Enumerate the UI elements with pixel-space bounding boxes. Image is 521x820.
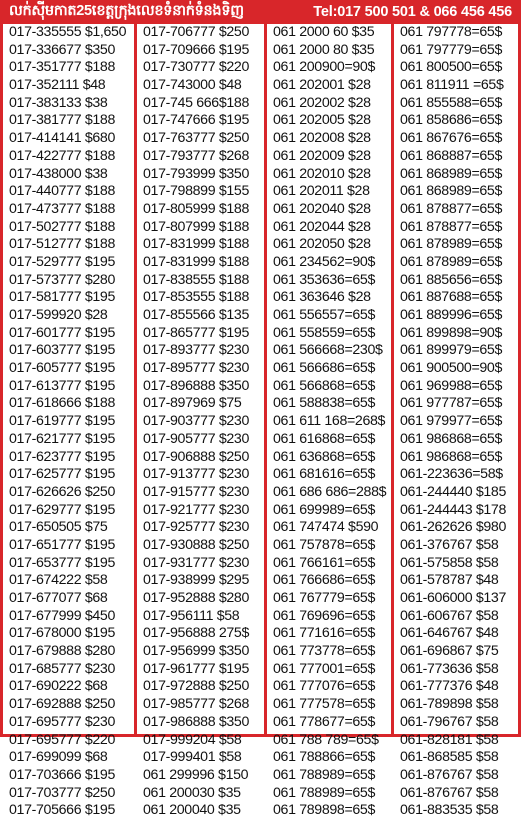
phone-number-entry: 061 811911 =65$: [400, 77, 504, 94]
phone-number-entry: 061 900500=90$: [400, 360, 503, 377]
phone-number-entry: 017-895777 $230: [143, 360, 249, 377]
phone-number-entry: 017-703666 $195: [9, 766, 115, 783]
phone-number-entry: 061 234562=90$: [273, 253, 376, 270]
phone-number-entry: 017-601777 $195: [9, 324, 115, 341]
phone-number-entry: 017-897969 $75: [143, 395, 242, 412]
phone-number-entry: 061-578787 $48: [400, 572, 499, 589]
header-phone-numbers: Tel:017 500 501 & 066 456 456: [313, 4, 512, 20]
phone-number-entry: 061 977787=65$: [400, 395, 503, 412]
phone-number-entry: 061 681616=65$: [273, 466, 376, 483]
phone-number-entry: 061 202005 $28: [273, 112, 371, 129]
phone-number-entry: 017-747666 $195: [143, 112, 249, 129]
phone-number-entry: 017-865777 $195: [143, 324, 249, 341]
phone-number-entry: 061 777076=65$: [273, 678, 376, 695]
phone-number-entry: 061-789898 $58: [400, 696, 499, 713]
phone-number-entry: 061 789898=65$: [273, 802, 376, 819]
phone-number-entry: 017-831999 $188: [143, 253, 249, 270]
phone-number-entry: 061-606767 $58: [400, 607, 499, 624]
phone-number-entry: 017-798899 $155: [143, 183, 249, 200]
phone-number-entry: 017-931777 $230: [143, 554, 249, 571]
phone-number-entry: 061 800500=65$: [400, 59, 503, 76]
phone-number-entry: 017-473777 $188: [9, 200, 115, 217]
phone-number-entry: 061 558559=65$: [273, 324, 376, 341]
phone-number-entry: 017-440777 $188: [9, 183, 115, 200]
phone-number-entry: 017-690222 $68: [9, 678, 108, 695]
phone-number-entry: 061 566686=65$: [273, 360, 376, 377]
phone-number-entry: 017-695777 $230: [9, 713, 115, 730]
phone-number-entry: 061 778677=65$: [273, 713, 376, 730]
phone-number-entry: 061 867676=65$: [400, 130, 503, 147]
phone-number-entry: 017-913777 $230: [143, 466, 249, 483]
phone-number-entry: 061 2000 60 $35: [273, 24, 375, 40]
phone-number-entry: 017-793999 $350: [143, 165, 249, 182]
phone-number-entry: 061 202040 $28: [273, 200, 371, 217]
phone-number-entry: 017-956999 $350: [143, 643, 249, 660]
phone-number-entry: 017-651777 $195: [9, 536, 115, 553]
phone-number-entry: 017-896888 $350: [143, 377, 249, 394]
phone-number-entry: 017-625777 $195: [9, 466, 115, 483]
phone-number-entry: 017-831999 $188: [143, 236, 249, 253]
phone-number-entry: 061 202044 $28: [273, 218, 371, 235]
phone-number-entry: 061 899979=65$: [400, 342, 503, 359]
phone-number-entry: 017-653777 $195: [9, 554, 115, 571]
phone-number-entry: 061 878989=65$: [400, 253, 503, 270]
phone-number-entry: 017-705666 $195: [9, 802, 115, 819]
phone-number-entry: 017-763777 $250: [143, 130, 249, 147]
phone-number-entry: 017-985777 $268: [143, 696, 249, 713]
phone-number-entry: 061 887688=65$: [400, 289, 503, 306]
phone-number-entry: 017-685777 $230: [9, 660, 115, 677]
phone-number-entry: 061 588838=65$: [273, 395, 376, 412]
phone-number-entry: 017-915777 $230: [143, 483, 249, 500]
phone-number-entry: 061 766161=65$: [273, 554, 376, 571]
phone-number-entry: 061 868989=65$: [400, 183, 503, 200]
phone-number-entry: 061-575858 $58: [400, 554, 499, 571]
phone-number-entry: 017-999401 $58: [143, 749, 242, 766]
phone-number-entry: 017-906888 $250: [143, 448, 249, 465]
phone-number-entry: 017-512777 $188: [9, 236, 115, 253]
phone-number-entry: 017-793777 $268: [143, 147, 249, 164]
phone-number-entry: 017-807999 $188: [143, 218, 249, 235]
phone-number-entry: 017-674222 $58: [9, 572, 108, 589]
phone-number-entry: 061 202001 $28: [273, 77, 371, 94]
phone-number-entry: 017-961777 $195: [143, 660, 249, 677]
phone-number-entry: 061 986868=65$: [400, 430, 503, 447]
phone-number-entry: 061 788866=65$: [273, 749, 376, 766]
number-column-4: [394, 24, 518, 819]
phone-number-entry: 017-893777 $230: [143, 342, 249, 359]
phone-number-entry: 017-972888 $250: [143, 678, 249, 695]
phone-number-entry: 017-986888 $350: [143, 713, 249, 730]
phone-number-entry: 017-502777 $188: [9, 218, 115, 235]
phone-number-entry: 017-905777 $230: [143, 430, 249, 447]
phone-number-entry: 017-855566 $135: [143, 307, 249, 323]
phone-number-entry: 061 986868=65$: [400, 448, 503, 465]
phone-number-entry: 017-695777 $220: [9, 731, 115, 748]
phone-number-entry: 017-619777 $195: [9, 413, 115, 430]
phone-number-entry: 017-709666 $195: [143, 41, 249, 58]
phone-number-entry: 061-646767 $48: [400, 625, 499, 642]
phone-number-entry: 061-376767 $58: [400, 536, 499, 553]
phone-number-entry: 061 2000 80 $35: [273, 41, 375, 58]
phone-number-entry: 061-773636 $58: [400, 660, 499, 677]
phone-number-entry: 017-805999 $188: [143, 200, 249, 217]
header-banner: [3, 0, 518, 24]
phone-number-entry: 061 566868=65$: [273, 377, 376, 394]
phone-number-entry: 061 299996 $150: [143, 766, 249, 783]
phone-number-entry: 061-244443 $178: [400, 501, 506, 518]
phone-number-entry: 061 757878=65$: [273, 536, 376, 553]
phone-number-entry: 017-335555 $1,650: [9, 24, 127, 40]
number-column-1: [3, 24, 134, 819]
phone-number-entry: 017-999204 $58: [143, 731, 242, 748]
phone-number-entry: 017-605777 $195: [9, 360, 115, 377]
phone-number-entry: 061 200900=90$: [273, 59, 376, 76]
phone-number-entry: 017-938999 $295: [143, 572, 249, 589]
phone-number-entry: 017-745 666$188: [143, 94, 249, 111]
phone-number-entry: 061 699989=65$: [273, 501, 376, 518]
phone-number-entry: 017-925777 $230: [143, 519, 249, 536]
phone-number-entry: 017-703777 $250: [9, 784, 115, 801]
phone-number-entry: 061-223636=58$: [400, 466, 503, 483]
phone-number-entry: 017-621777 $195: [9, 430, 115, 447]
phone-number-entry: 061 885656=65$: [400, 271, 503, 288]
phone-number-entry: 061 353636=65$: [273, 271, 376, 288]
phone-number-entry: 017-599920 $28: [9, 307, 108, 323]
phone-number-entry: 061 979977=65$: [400, 413, 503, 430]
phone-number-entry: 061 868989=65$: [400, 165, 503, 182]
phone-number-entry: 061 788989=65$: [273, 766, 376, 783]
phone-number-entry: 061-828181 $58: [400, 731, 499, 748]
phone-number-entry: 017-692888 $250: [9, 696, 115, 713]
phone-number-entry: 061 747474 $590: [273, 519, 379, 536]
phone-number-entry: 061 616868=65$: [273, 430, 376, 447]
phone-number-entry: 061 899898=90$: [400, 324, 503, 341]
phone-number-entry: 061-777376 $48: [400, 678, 499, 695]
phone-number-entry: 061-868585 $58: [400, 749, 499, 766]
phone-number-entry: 017-351777 $188: [9, 59, 115, 76]
phone-number-entry: 061-876767 $58: [400, 766, 499, 783]
phone-number-entry: 061 202009 $28: [273, 147, 371, 164]
phone-number-entry: 061 969988=65$: [400, 377, 503, 394]
phone-number-entry: 061 766686=65$: [273, 572, 376, 589]
phone-number-entry: 061 878877=65$: [400, 200, 503, 217]
phone-number-entry: 017-677999 $450: [9, 607, 115, 624]
phone-number-entry: 061 200040 $35: [143, 802, 241, 819]
header-khmer-text: លក់ស៊ីមកាត25ខេត្តក្រុងលេខទំនាក់ទំនងទិញ: [9, 2, 244, 19]
phone-number-entry: 061 636868=65$: [273, 448, 376, 465]
phone-number-entry: 061 202008 $28: [273, 130, 371, 147]
phone-number-entry: 061 556557=65$: [273, 307, 376, 323]
phone-number-entry: 017-956111 $58: [143, 607, 240, 624]
phone-number-entry: 061 686 686=288$: [273, 483, 387, 500]
phone-number-entry: 017-623777 $195: [9, 448, 115, 465]
phone-number-entry: 061 566668=230$: [273, 342, 383, 359]
phone-number-entry: 061 855588=65$: [400, 94, 503, 111]
phone-number-entry: 061 889996=65$: [400, 307, 503, 323]
phone-number-entry: 061 202002 $28: [273, 94, 371, 111]
phone-number-entry: 017-706777 $250: [143, 24, 249, 40]
phone-number-entry: 061 777578=65$: [273, 696, 376, 713]
phone-number-entry: 017-381777 $188: [9, 112, 115, 129]
phone-number-entry: 061 878989=65$: [400, 236, 503, 253]
phone-number-entry: 061 788989=65$: [273, 784, 376, 801]
phone-number-entry: 017-352111 $48: [9, 77, 106, 94]
phone-number-entry: 061 363646 $28: [273, 289, 371, 306]
phone-number-entry: 061 769696=65$: [273, 607, 376, 624]
phone-number-entry: 017-573777 $280: [9, 271, 115, 288]
phone-number-entry: 017-743000 $48: [143, 77, 242, 94]
phone-number-entry: 017-383133 $38: [9, 94, 108, 111]
phone-number-entry: 061 868887=65$: [400, 147, 503, 164]
phone-number-entry: 017-699099 $68: [9, 749, 108, 766]
phone-number-entry: 017-529777 $195: [9, 253, 115, 270]
phone-number-entry: 017-603777 $195: [9, 342, 115, 359]
phone-number-entry: 061-244440 $185: [400, 483, 506, 500]
phone-number-entry: 061 773778=65$: [273, 643, 376, 660]
phone-number-entry: 017-336677 $350: [9, 41, 115, 58]
phone-number-entry: 017-677077 $68: [9, 590, 108, 606]
phone-number-entry: 061 200030 $35: [143, 784, 241, 801]
phone-number-entry: 017-952888 $280: [143, 590, 249, 606]
number-column-2: [137, 24, 264, 819]
phone-number-entry: 017-678000 $195: [9, 625, 115, 642]
phone-number-entry: 017-921777 $230: [143, 501, 249, 518]
phone-number-entry: 017-853555 $188: [143, 289, 249, 306]
phone-number-entry: 017-629777 $195: [9, 501, 115, 518]
phone-number-entry: 061-876767 $58: [400, 784, 499, 801]
phone-number-entry: 017-414141 $680: [9, 130, 115, 147]
phone-number-entry: 061 771616=65$: [273, 625, 376, 642]
phone-number-entry: 061-606000 $137: [400, 590, 506, 606]
phone-number-entry: 061 611 168=268$: [273, 413, 386, 430]
phone-number-entry: 017-838555 $188: [143, 271, 249, 288]
phone-number-entry: 061-262626 $980: [400, 519, 506, 536]
phone-number-entry: 061 202010 $28: [273, 165, 371, 182]
phone-number-entry: 061-796767 $58: [400, 713, 499, 730]
phone-number-entry: 017-618666 $188: [9, 395, 115, 412]
phone-number-entry: 061 797779=65$: [400, 41, 503, 58]
phone-number-entry: 061 878877=65$: [400, 218, 503, 235]
phone-number-entry: 017-626626 $250: [9, 483, 115, 500]
phone-number-entry: 061 202011 $28: [273, 183, 370, 200]
phone-number-entry: 061 858686=65$: [400, 112, 503, 129]
phone-number-entry: 061 777001=65$: [273, 660, 376, 677]
phone-number-entry: 017-956888 275$: [143, 625, 249, 642]
phone-number-entry: 017-930888 $250: [143, 536, 249, 553]
phone-number-entry: 017-581777 $195: [9, 289, 115, 306]
phone-number-entry: 017-730777 $220: [143, 59, 249, 76]
phone-number-entry: 017-422777 $188: [9, 147, 115, 164]
phone-number-entry: 061 797778=65$: [400, 24, 503, 40]
phone-number-entry: 061 767779=65$: [273, 590, 376, 606]
number-column-3: [267, 24, 391, 819]
phone-number-entry: 017-903777 $230: [143, 413, 249, 430]
phone-number-entry: 061 788 789=65$: [273, 731, 379, 748]
phone-number-entry: 017-613777 $195: [9, 377, 115, 394]
phone-number-entry: 017-650505 $75: [9, 519, 108, 536]
phone-number-entry: 061-696867 $75: [400, 643, 499, 660]
phone-number-entry: 017-679888 $280: [9, 643, 115, 660]
phone-number-entry: 017-438000 $38: [9, 165, 108, 182]
phone-number-entry: 061 202050 $28: [273, 236, 371, 253]
phone-number-entry: 061-883535 $58: [400, 802, 499, 819]
number-columns: [3, 24, 518, 819]
